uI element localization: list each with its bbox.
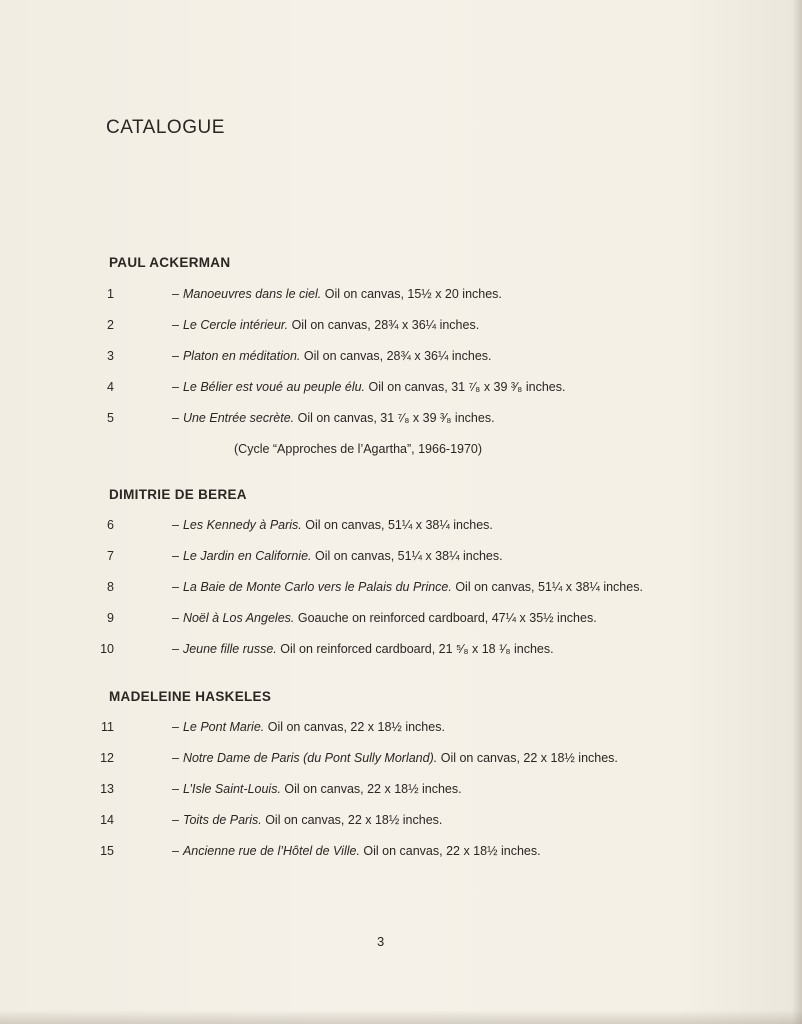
entry-number: 11 [101, 720, 114, 734]
work-title: Le Pont Marie. [182, 720, 265, 734]
catalogue-entry: 12 – Notre Dame de Paris (du Pont Sully Morland). Oil on canvas, 22 x 18½ inches. [100, 751, 618, 765]
work-title: Ancienne rue de l’Hôtel de Ville. [182, 844, 360, 858]
page-number: 3 [377, 934, 385, 949]
work-details: Oil on canvas, 22 x 18½ inches. [284, 782, 462, 796]
entry-number: 10 [100, 642, 114, 656]
work-details: Oil on canvas, 28¾ x 36¼ inches. [303, 349, 492, 363]
work-title: La Baie de Monte Carlo vers le Palais du Prince. [182, 580, 452, 594]
work-details: Oil on canvas, 31 ⁷⁄₈ x 39 ³⁄₈ inches. [297, 411, 495, 425]
page-edge-shadow [792, 0, 802, 1024]
work-details: Oil on canvas, 22 x 18½ inches. [265, 813, 443, 827]
entry-number: 1 [107, 287, 114, 301]
entry-number: 2 [107, 318, 114, 332]
catalogue-entry: 8 – La Baie de Monte Carlo vers le Palais du Prince. Oil on canvas, 51¼ x 38¼ inches. [107, 580, 643, 594]
work-details: Oil on canvas, 22 x 18½ inches. [363, 844, 541, 858]
catalogue-entry: 15 – Ancienne rue de l’Hôtel de Ville. Oil on canvas, 22 x 18½ inches. [100, 844, 541, 858]
work-title: Manoeuvres dans le ciel. [182, 287, 322, 301]
entry-number: 7 [107, 549, 114, 563]
page-title: CATALOGUE [106, 117, 225, 138]
work-details: Goauche on reinforced cardboard, 47¼ x 35½ inches. [297, 611, 597, 625]
work-details: Oil on canvas, 31 ⁷⁄₈ x 39 ³⁄₈ inches. [368, 380, 566, 394]
entry-number: 8 [107, 580, 114, 594]
entry-number: 14 [100, 813, 114, 827]
work-title: Le Cercle intérieur. [182, 318, 289, 332]
work-details: Oil on reinforced cardboard, 21 ⁵⁄₈ x 18 ¹⁄₈ inches. [280, 642, 554, 656]
entry-number: 12 [100, 751, 114, 765]
page-bottom-shadow [0, 1010, 802, 1024]
work-title: Platon en méditation. [182, 349, 301, 363]
work-details: Oil on canvas, 22 x 18½ inches. [440, 751, 618, 765]
catalogue-entry: 4 – Le Bélier est voué au peuple élu. Oil on canvas, 31 ⁷⁄₈ x 39 ³⁄₈ inches. [107, 380, 566, 394]
catalogue-entry: 3 – Platon en méditation. Oil on canvas, 28¾ x 36¼ inches. [107, 349, 492, 363]
catalogue-entry: 6 – Les Kennedy à Paris. Oil on canvas, 51¼ x 38¼ inches. [107, 518, 493, 532]
catalogue-entry: 9 – Noël à Los Angeles. Goauche on reinforced cardboard, 47¼ x 35½ inches. [107, 611, 597, 625]
work-title: Noël à Los Angeles. [182, 611, 295, 625]
artist-heading-ackerman: PAUL ACKERMAN [109, 255, 231, 270]
entry-number: 13 [100, 782, 114, 796]
work-title: Le Jardin en Californie. [182, 549, 312, 563]
catalogue-entry: 13 – L’Isle Saint-Louis. Oil on canvas, 22 x 18½ inches. [100, 782, 462, 796]
catalogue-entry: 1 – Manoeuvres dans le ciel. Oil on canvas, 15½ x 20 inches. [107, 287, 502, 301]
work-title: Toits de Paris. [182, 813, 262, 827]
work-title: Jeune fille russe. [182, 642, 277, 656]
artist-heading-haskeles: MADELEINE HASKELES [109, 689, 272, 704]
work-details: Oil on canvas, 22 x 18½ inches. [267, 720, 445, 734]
work-details: Oil on canvas, 15½ x 20 inches. [324, 287, 502, 301]
work-details: Oil on canvas, 51¼ x 38¼ inches. [314, 549, 503, 563]
work-title: Une Entrée secrète. [182, 411, 295, 425]
entry-number: 9 [107, 611, 114, 625]
artist-heading-de-berea: DIMITRIE DE BEREA [109, 487, 247, 502]
catalogue-entry: 7 – Le Jardin en Californie. Oil on canvas, 51¼ x 38¼ inches. [107, 549, 503, 563]
work-details: Oil on canvas, 28¾ x 36¼ inches. [291, 318, 480, 332]
work-title: Notre Dame de Paris (du Pont Sully Morland). [182, 751, 438, 765]
entry-number: 4 [107, 380, 114, 394]
catalogue-entry: 11 – Le Pont Marie. Oil on canvas, 22 x 18½ inches. [101, 720, 445, 734]
entry-number: 15 [100, 844, 114, 858]
work-title: Les Kennedy à Paris. [182, 518, 302, 532]
catalogue-entry: 2 – Le Cercle intérieur. Oil on canvas, 28¾ x 36¼ inches. [107, 318, 480, 332]
catalogue-entry: 5 – Une Entrée secrète. Oil on canvas, 31 ⁷⁄₈ x 39 ³⁄₈ inches. [107, 411, 495, 425]
catalogue-entry: 14 – Toits de Paris. Oil on canvas, 22 x 18½ inches. [100, 813, 443, 827]
entry-number: 6 [107, 518, 114, 532]
entry-number: 5 [107, 411, 114, 425]
entry-number: 3 [107, 349, 114, 363]
cycle-note: (Cycle “Approches de l’Agartha”, 1966-1970) [234, 442, 483, 456]
work-details: Oil on canvas, 51¼ x 38¼ inches. [455, 580, 643, 594]
work-details: Oil on canvas, 51¼ x 38¼ inches. [305, 518, 493, 532]
catalogue-entry: 10 – Jeune fille russe. Oil on reinforced cardboard, 21 ⁵⁄₈ x 18 ¹⁄₈ inches. [100, 642, 554, 656]
work-title: L’Isle Saint-Louis. [182, 782, 281, 796]
work-title: Le Bélier est voué au peuple élu. [182, 380, 366, 394]
